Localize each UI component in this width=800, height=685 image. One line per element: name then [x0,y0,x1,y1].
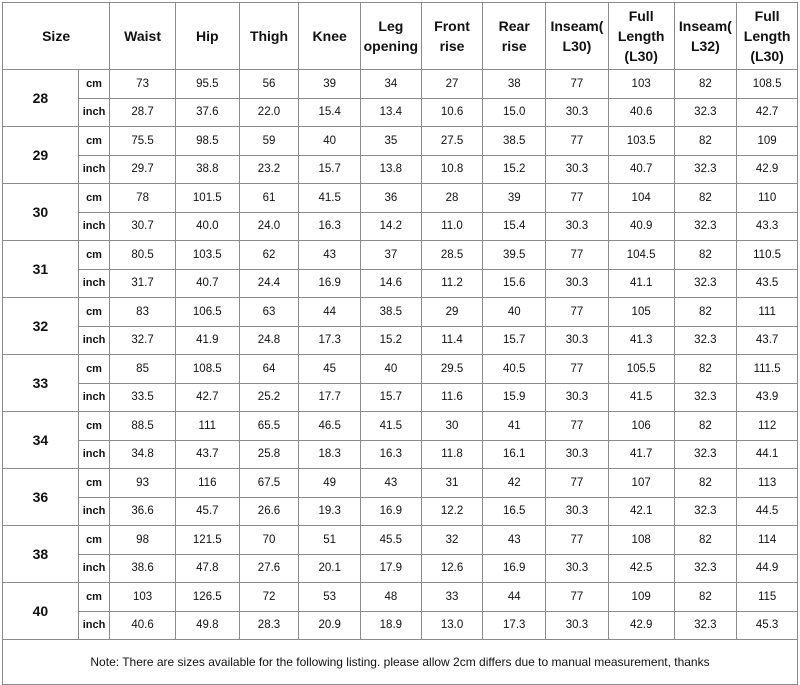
table-row [3,184,798,213]
measurement-cell: 32.3 [674,212,737,241]
measurement-cell: 77 [546,355,609,384]
measurement-cell: 40.6 [110,611,176,640]
measurement-cell: 108 [608,526,674,555]
measurement-cell: 82 [674,355,737,384]
measurement-cell: 15.7 [361,383,422,412]
measurement-cell: 98.5 [175,127,239,156]
measurement-cell: 104.5 [608,241,674,270]
measurement-cell: 32.3 [674,440,737,469]
measurement-cell: 43 [361,469,422,498]
measurement-cell: 42.9 [737,155,798,184]
table-row [3,98,798,127]
measurement-cell: 14.6 [361,269,422,298]
measurement-cell: 32.3 [674,326,737,355]
measurement-cell: 33 [421,583,483,612]
measurement-cell: 11.0 [421,212,483,241]
measurement-cell: 105 [608,298,674,327]
unit-label: inch [78,554,109,583]
table-row [3,355,798,384]
measurement-cell: 18.3 [299,440,361,469]
measurement-cell: 31.7 [110,269,176,298]
size-value: 30 [3,184,79,241]
measurement-cell: 32.3 [674,497,737,526]
measurement-cell: 32.3 [674,98,737,127]
unit-label: inch [78,98,109,127]
table-row [3,383,798,412]
unit-label: inch [78,269,109,298]
measurement-cell: 16.5 [483,497,546,526]
measurement-cell: 38.5 [483,127,546,156]
measurement-cell: 15.4 [483,212,546,241]
measurement-cell: 17.9 [361,554,422,583]
measurement-cell: 38.8 [175,155,239,184]
measurement-cell: 104 [608,184,674,213]
measurement-cell: 16.9 [299,269,361,298]
measurement-cell: 24.0 [239,212,299,241]
measurement-cell: 67.5 [239,469,299,498]
measurement-cell: 25.2 [239,383,299,412]
measurement-cell: 73 [110,70,176,99]
header-knee: Knee [299,3,361,70]
header-rear-rise: Rear rise [483,3,546,70]
measurement-cell: 17.3 [483,611,546,640]
measurement-cell: 82 [674,583,737,612]
table-row [3,469,798,498]
measurement-cell: 11.6 [421,383,483,412]
table-row [3,127,798,156]
measurement-cell: 107 [608,469,674,498]
measurement-cell: 77 [546,70,609,99]
header-row [3,3,798,70]
measurement-cell: 36.6 [110,497,176,526]
measurement-cell: 13.8 [361,155,422,184]
measurement-cell: 41.9 [175,326,239,355]
unit-label: cm [78,241,109,270]
size-value: 34 [3,412,79,469]
measurement-cell: 98 [110,526,176,555]
table-row [3,611,798,640]
unit-label: cm [78,127,109,156]
measurement-cell: 82 [674,412,737,441]
measurement-cell: 43.7 [737,326,798,355]
measurement-cell: 77 [546,241,609,270]
measurement-cell: 33.5 [110,383,176,412]
measurement-cell: 82 [674,241,737,270]
measurement-cell: 12.6 [421,554,483,583]
measurement-cell: 14.2 [361,212,422,241]
measurement-cell: 77 [546,526,609,555]
measurement-cell: 103 [608,70,674,99]
table-row [3,298,798,327]
measurement-cell: 11.8 [421,440,483,469]
table-row [3,241,798,270]
unit-label: inch [78,497,109,526]
measurement-cell: 43 [299,241,361,270]
measurement-cell: 32.7 [110,326,176,355]
measurement-cell: 32 [421,526,483,555]
measurement-cell: 30.3 [546,497,609,526]
unit-label: cm [78,583,109,612]
measurement-cell: 62 [239,241,299,270]
measurement-cell: 15.6 [483,269,546,298]
measurement-cell: 30.3 [546,383,609,412]
measurement-cell: 108.5 [175,355,239,384]
measurement-cell: 28.5 [421,241,483,270]
measurement-cell: 41.3 [608,326,674,355]
measurement-cell: 109 [608,583,674,612]
measurement-cell: 36 [361,184,422,213]
measurement-cell: 80.5 [110,241,176,270]
measurement-cell: 41 [483,412,546,441]
measurement-cell: 114 [737,526,798,555]
measurement-cell: 24.8 [239,326,299,355]
measurement-cell: 35 [361,127,422,156]
header-hip: Hip [175,3,239,70]
measurement-cell: 93 [110,469,176,498]
measurement-cell: 32.3 [674,383,737,412]
measurement-cell: 40.9 [608,212,674,241]
measurement-cell: 10.6 [421,98,483,127]
unit-label: inch [78,326,109,355]
measurement-cell: 29.5 [421,355,483,384]
measurement-cell: 77 [546,298,609,327]
measurement-cell: 44.9 [737,554,798,583]
measurement-cell: 17.7 [299,383,361,412]
header-waist: Waist [110,3,176,70]
measurement-cell: 43.5 [737,269,798,298]
measurement-cell: 51 [299,526,361,555]
measurement-cell: 23.2 [239,155,299,184]
measurement-cell: 109 [737,127,798,156]
measurement-cell: 15.9 [483,383,546,412]
measurement-cell: 13.4 [361,98,422,127]
measurement-cell: 40.7 [175,269,239,298]
measurement-cell: 116 [175,469,239,498]
measurement-cell: 101.5 [175,184,239,213]
measurement-cell: 64 [239,355,299,384]
measurement-cell: 103 [110,583,176,612]
measurement-cell: 34.8 [110,440,176,469]
header-front-rise: Front rise [421,3,483,70]
measurement-cell: 16.3 [299,212,361,241]
measurement-cell: 112 [737,412,798,441]
measurement-cell: 78 [110,184,176,213]
measurement-cell: 43.3 [737,212,798,241]
measurement-cell: 41.5 [299,184,361,213]
measurement-cell: 45.3 [737,611,798,640]
table-row [3,269,798,298]
measurement-cell: 12.2 [421,497,483,526]
measurement-cell: 16.9 [361,497,422,526]
header-leg-opening: Leg opening [361,3,422,70]
measurement-cell: 30.3 [546,326,609,355]
note-text: Note: There are sizes available for the following listing. please allow 2cm differs due to manual measurement, thanks [3,640,798,685]
measurement-cell: 42.7 [737,98,798,127]
measurement-cell: 15.2 [483,155,546,184]
measurement-cell: 48 [361,583,422,612]
measurement-cell: 65.5 [239,412,299,441]
unit-label: inch [78,212,109,241]
measurement-cell: 82 [674,184,737,213]
measurement-cell: 115 [737,583,798,612]
size-value: 31 [3,241,79,298]
measurement-cell: 30.3 [546,155,609,184]
measurement-cell: 105.5 [608,355,674,384]
measurement-cell: 15.7 [299,155,361,184]
measurement-cell: 53 [299,583,361,612]
unit-label: cm [78,355,109,384]
table-row [3,440,798,469]
measurement-cell: 29 [421,298,483,327]
measurement-cell: 49 [299,469,361,498]
measurement-cell: 38.5 [361,298,422,327]
measurement-cell: 70 [239,526,299,555]
measurement-cell: 85 [110,355,176,384]
measurement-cell: 77 [546,583,609,612]
measurement-cell: 82 [674,70,737,99]
header-inseam-l30: Inseam( L30) [546,3,609,70]
table-row [3,583,798,612]
measurement-cell: 32.3 [674,269,737,298]
measurement-cell: 30 [421,412,483,441]
unit-label: inch [78,611,109,640]
size-value: 28 [3,70,79,127]
measurement-cell: 10.8 [421,155,483,184]
size-value: 29 [3,127,79,184]
measurement-cell: 38.6 [110,554,176,583]
measurement-cell: 63 [239,298,299,327]
measurement-cell: 111.5 [737,355,798,384]
unit-label: cm [78,298,109,327]
measurement-cell: 16.3 [361,440,422,469]
measurement-cell: 82 [674,127,737,156]
measurement-cell: 95.5 [175,70,239,99]
measurement-cell: 46.5 [299,412,361,441]
measurement-cell: 77 [546,469,609,498]
measurement-cell: 15.0 [483,98,546,127]
measurement-cell: 30.3 [546,98,609,127]
measurement-cell: 40 [299,127,361,156]
measurement-cell: 30.3 [546,611,609,640]
unit-label: cm [78,412,109,441]
measurement-cell: 40.0 [175,212,239,241]
measurement-cell: 29.7 [110,155,176,184]
measurement-cell: 113 [737,469,798,498]
measurement-cell: 30.3 [546,269,609,298]
measurement-cell: 77 [546,184,609,213]
measurement-cell: 121.5 [175,526,239,555]
measurement-cell: 49.8 [175,611,239,640]
table-row [3,326,798,355]
unit-label: inch [78,440,109,469]
measurement-cell: 26.6 [239,497,299,526]
size-chart-table [2,2,798,685]
measurement-cell: 56 [239,70,299,99]
table-row [3,155,798,184]
measurement-cell: 16.9 [483,554,546,583]
measurement-cell: 110 [737,184,798,213]
measurement-cell: 41.7 [608,440,674,469]
header-size: Size [3,3,110,70]
unit-label: cm [78,526,109,555]
unit-label: cm [78,184,109,213]
measurement-cell: 106 [608,412,674,441]
measurement-cell: 75.5 [110,127,176,156]
measurement-cell: 40.7 [608,155,674,184]
measurement-cell: 15.4 [299,98,361,127]
size-value: 32 [3,298,79,355]
measurement-cell: 72 [239,583,299,612]
measurement-cell: 11.2 [421,269,483,298]
measurement-cell: 30.3 [546,554,609,583]
measurement-cell: 30.3 [546,212,609,241]
measurement-cell: 88.5 [110,412,176,441]
measurement-cell: 59 [239,127,299,156]
measurement-cell: 32.3 [674,155,737,184]
measurement-cell: 44 [483,583,546,612]
measurement-cell: 37.6 [175,98,239,127]
measurement-cell: 30.3 [546,440,609,469]
measurement-cell: 42.1 [608,497,674,526]
measurement-cell: 27.5 [421,127,483,156]
measurement-cell: 41.1 [608,269,674,298]
measurement-cell: 111 [737,298,798,327]
measurement-cell: 11.4 [421,326,483,355]
measurement-cell: 40 [361,355,422,384]
measurement-cell: 43.9 [737,383,798,412]
measurement-cell: 77 [546,127,609,156]
measurement-cell: 41.5 [608,383,674,412]
measurement-cell: 106.5 [175,298,239,327]
measurement-cell: 42 [483,469,546,498]
unit-label: inch [78,383,109,412]
table-row [3,497,798,526]
measurement-cell: 40 [483,298,546,327]
measurement-cell: 20.9 [299,611,361,640]
measurement-cell: 39.5 [483,241,546,270]
measurement-cell: 44.1 [737,440,798,469]
size-value: 36 [3,469,79,526]
table-row [3,70,798,99]
measurement-cell: 83 [110,298,176,327]
measurement-cell: 27 [421,70,483,99]
measurement-cell: 18.9 [361,611,422,640]
table-row [3,412,798,441]
measurement-cell: 82 [674,298,737,327]
measurement-cell: 45.5 [361,526,422,555]
size-chart-body [3,70,798,640]
unit-label: cm [78,469,109,498]
measurement-cell: 45 [299,355,361,384]
header-inseam-l32: Inseam( L32) [674,3,737,70]
measurement-cell: 43.7 [175,440,239,469]
header-full-length-l30-b: Full Length (L30) [737,3,798,70]
measurement-cell: 32.3 [674,554,737,583]
measurement-cell: 20.1 [299,554,361,583]
measurement-cell: 34 [361,70,422,99]
measurement-cell: 37 [361,241,422,270]
measurement-cell: 61 [239,184,299,213]
note-row [3,640,798,685]
measurement-cell: 45.7 [175,497,239,526]
measurement-cell: 82 [674,526,737,555]
measurement-cell: 47.8 [175,554,239,583]
measurement-cell: 27.6 [239,554,299,583]
measurement-cell: 13.0 [421,611,483,640]
size-value: 33 [3,355,79,412]
measurement-cell: 16.1 [483,440,546,469]
measurement-cell: 30.7 [110,212,176,241]
table-row [3,212,798,241]
measurement-cell: 126.5 [175,583,239,612]
measurement-cell: 82 [674,469,737,498]
unit-label: inch [78,155,109,184]
size-value: 38 [3,526,79,583]
measurement-cell: 103.5 [608,127,674,156]
measurement-cell: 17.3 [299,326,361,355]
measurement-cell: 44 [299,298,361,327]
measurement-cell: 110.5 [737,241,798,270]
measurement-cell: 31 [421,469,483,498]
measurement-cell: 41.5 [361,412,422,441]
measurement-cell: 15.2 [361,326,422,355]
unit-label: cm [78,70,109,99]
header-full-length-l30: Full Length (L30) [608,3,674,70]
measurement-cell: 111 [175,412,239,441]
measurement-cell: 103.5 [175,241,239,270]
header-thigh: Thigh [239,3,299,70]
measurement-cell: 28.7 [110,98,176,127]
measurement-cell: 108.5 [737,70,798,99]
measurement-cell: 28 [421,184,483,213]
table-row [3,554,798,583]
measurement-cell: 42.9 [608,611,674,640]
measurement-cell: 77 [546,412,609,441]
measurement-cell: 40.6 [608,98,674,127]
measurement-cell: 32.3 [674,611,737,640]
size-value: 40 [3,583,79,640]
measurement-cell: 42.7 [175,383,239,412]
measurement-cell: 40.5 [483,355,546,384]
measurement-cell: 44.5 [737,497,798,526]
measurement-cell: 19.3 [299,497,361,526]
measurement-cell: 28.3 [239,611,299,640]
table-row [3,526,798,555]
measurement-cell: 43 [483,526,546,555]
measurement-cell: 38 [483,70,546,99]
measurement-cell: 15.7 [483,326,546,355]
measurement-cell: 42.5 [608,554,674,583]
measurement-cell: 39 [299,70,361,99]
measurement-cell: 39 [483,184,546,213]
measurement-cell: 24.4 [239,269,299,298]
measurement-cell: 25.8 [239,440,299,469]
measurement-cell: 22.0 [239,98,299,127]
